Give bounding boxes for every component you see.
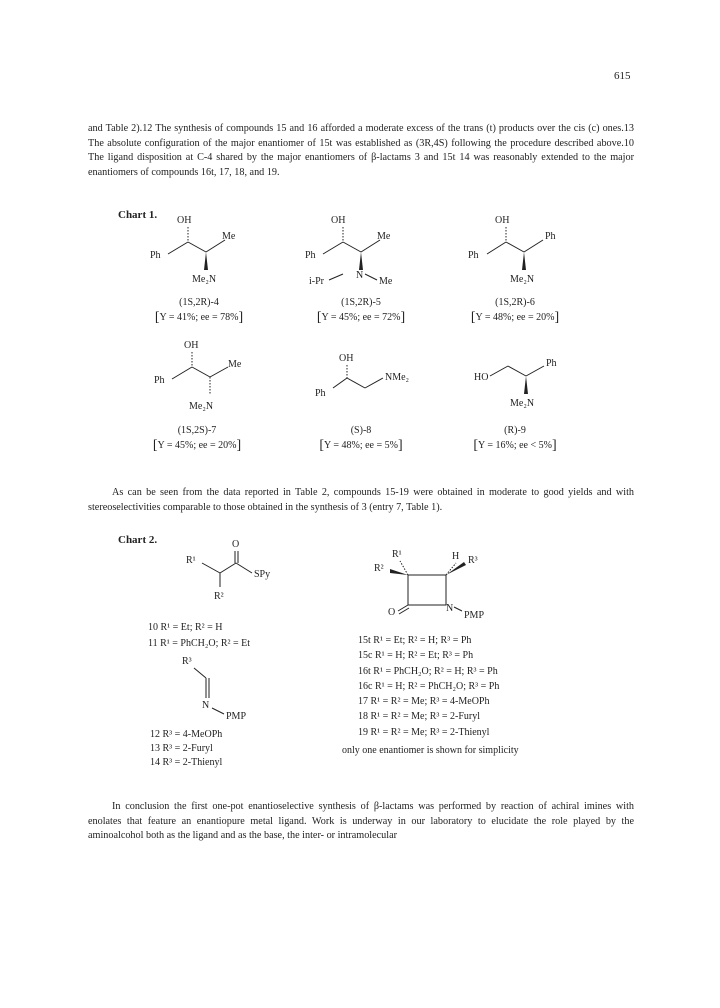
- caption-7: (1S,2S)-7 [Y = 45%; ee = 20%]: [142, 424, 252, 454]
- paragraph-1-text: and Table 2).12 The synthesis of compounds 15 and 16 afforded a moderate excess of the trans (t) products over the cis (c) ones.13 The absolute configuration of the major enantiomer of 15t was established as (3R,4S) following the procedure described above.10 The ligand disposition at C-4 shared by the major enantiomers of β-lactams 3 and 15t 14 was reasonably extended to the major enantiomers of compounds 16t, 17, 18, and 19.: [88, 123, 634, 178]
- list-item: 12 R³ = 4-MeOPh: [150, 729, 223, 740]
- atom-r3: R³: [182, 656, 192, 667]
- compound-yield: Y = 45%; ee = 72%: [321, 312, 401, 323]
- atom-pmp: PMP: [226, 711, 247, 722]
- caption-5: (1S,2R)-5 [Y = 45%; ee = 72%]: [306, 296, 416, 326]
- atom-ph: Ph: [545, 231, 556, 242]
- atom-r2: R²: [374, 563, 384, 574]
- caption-9: (R)-9 [Y = 16%; ee < 5%]: [460, 424, 570, 454]
- atom-r3: R³: [468, 555, 478, 566]
- list-item: 16c R¹ = H; R² = PhCH₂O; R³ = Ph: [358, 680, 500, 692]
- list-item: 15c R¹ = H; R² = Et; R³ = Ph: [358, 650, 474, 662]
- atom-me: Me: [228, 359, 242, 370]
- chart-2-note: only one enantiomer is shown for simplicity: [342, 745, 519, 756]
- paragraph-2: [88, 486, 634, 515]
- atom-me: Me: [222, 231, 236, 242]
- atom-spy: SPy: [254, 569, 271, 580]
- atom-me2n: Me₂N: [192, 274, 217, 285]
- caption-6: (1S,2R)-6 [Y = 48%; ee = 20%]: [460, 296, 570, 326]
- atom-oh: OH: [177, 215, 192, 226]
- compound-name: (1S,2R)-4: [179, 297, 219, 308]
- atom-oh: OH: [339, 353, 354, 364]
- imine-list: [150, 728, 222, 770]
- list-item: 11 R¹ = PhCH₂O; R² = Et: [148, 637, 251, 649]
- chart-2-title: Chart 2.: [118, 534, 158, 546]
- atom-ph: Ph: [315, 388, 326, 399]
- compound-yield: Y = 45%; ee = 20%: [157, 440, 237, 451]
- atom-n: N: [202, 700, 210, 711]
- atom-me2n: Me₂N: [189, 401, 214, 412]
- paragraph-2-text: As can be seen from the data reported in Table 2, compounds 15-19 were obtained in moderate to good yields and with stereoselectivities comparable to those obtained in the synthesis of 3 (entry 7, Table 1).: [88, 487, 634, 513]
- atom-pmp: PMP: [464, 610, 485, 621]
- compound-name: (S)-8: [350, 425, 372, 436]
- atom-me2n: Me₂N: [510, 398, 535, 409]
- structure-7: [142, 337, 262, 422]
- list-item: 16t R¹ = PhCH₂O; R² = H; R³ = Ph: [358, 665, 498, 677]
- paragraph-1: [88, 122, 634, 180]
- structure-8: [305, 350, 435, 415]
- atom-oh: OH: [184, 340, 199, 351]
- atom-ph: Ph: [305, 250, 316, 261]
- list-item: 17 R¹ = R² = Me; R³ = 4-MeOPh: [358, 696, 490, 708]
- compound-yield: Y = 48%; ee = 5%: [324, 440, 398, 451]
- thioester-list: [148, 620, 250, 651]
- list-item: 15t R¹ = Et; R² = H; R³ = Ph: [358, 635, 472, 646]
- atom-r1: R¹: [392, 549, 402, 560]
- structure-thioester: [180, 535, 290, 610]
- compound-name: (R)-9: [504, 425, 526, 436]
- list-item: 19 R¹ = R² = Me; R³ = 2-Thienyl: [358, 726, 490, 738]
- atom-n: N: [356, 270, 364, 281]
- atom-ph: Ph: [468, 250, 479, 261]
- atom-nme2: NMe₂: [385, 372, 410, 383]
- atom-ph: Ph: [546, 358, 557, 369]
- structure-imine: [168, 652, 278, 727]
- compound-name: (1S,2S)-7: [177, 425, 217, 436]
- page-number: 615: [614, 70, 631, 82]
- atom-r1: R¹: [186, 555, 196, 566]
- lactam-list: [358, 633, 499, 740]
- atom-o: O: [388, 607, 396, 618]
- chart-1-title: Chart 1.: [118, 209, 158, 221]
- caption-4: (1S,2R)-4 [Y = 41%; ee = 78%]: [144, 296, 254, 326]
- structure-6: [465, 212, 585, 292]
- list-item: 18 R¹ = R² = Me; R³ = 2-Furyl: [358, 711, 481, 723]
- atom-o: O: [232, 539, 240, 550]
- atom-h: H: [452, 551, 460, 562]
- atom-r2: R²: [214, 591, 224, 602]
- atom-me2n: Me₂N: [510, 274, 535, 285]
- atom-n: N: [446, 603, 454, 614]
- atom-ph: Ph: [150, 250, 161, 261]
- atom-me: Me: [379, 276, 393, 287]
- compound-yield: Y = 48%; ee = 20%: [475, 312, 555, 323]
- compound-name: (1S,2R)-6: [495, 297, 535, 308]
- structure-4: [140, 212, 260, 292]
- list-item: 14 R³ = 2-Thienyl: [150, 757, 223, 768]
- atom-ipr: i-Pr: [309, 276, 324, 287]
- structure-5: [295, 212, 425, 292]
- paragraph-3-text: In conclusion the first one-pot enantioselective synthesis of β-lactams was performed by reaction of achiral imines with enolates that feature an enantiopure metal ligand. Work is underway in our laboratory to elucidate the role played by the aminoalcohol both as the ligand and as the base, the inter- or intramolecular: [88, 801, 634, 842]
- list-item: 10 R¹ = Et; R² = H: [148, 622, 223, 633]
- list-item: 13 R³ = 2-Furyl: [150, 743, 213, 754]
- caption-8: (S)-8 [Y = 48%; ee = 5%]: [306, 424, 416, 454]
- paragraph-3: [88, 800, 634, 844]
- atom-oh: OH: [495, 215, 510, 226]
- compound-yield: Y = 41%; ee = 78%: [159, 312, 239, 323]
- atom-oh: OH: [331, 215, 346, 226]
- structure-beta-lactam: [370, 545, 520, 630]
- atom-ho: HO: [474, 372, 489, 383]
- structure-9: [470, 352, 580, 417]
- compound-yield: Y = 16%; ee < 5%: [478, 440, 552, 451]
- atom-me: Me: [377, 231, 391, 242]
- compound-name: (1S,2R)-5: [341, 297, 381, 308]
- atom-ph: Ph: [154, 375, 165, 386]
